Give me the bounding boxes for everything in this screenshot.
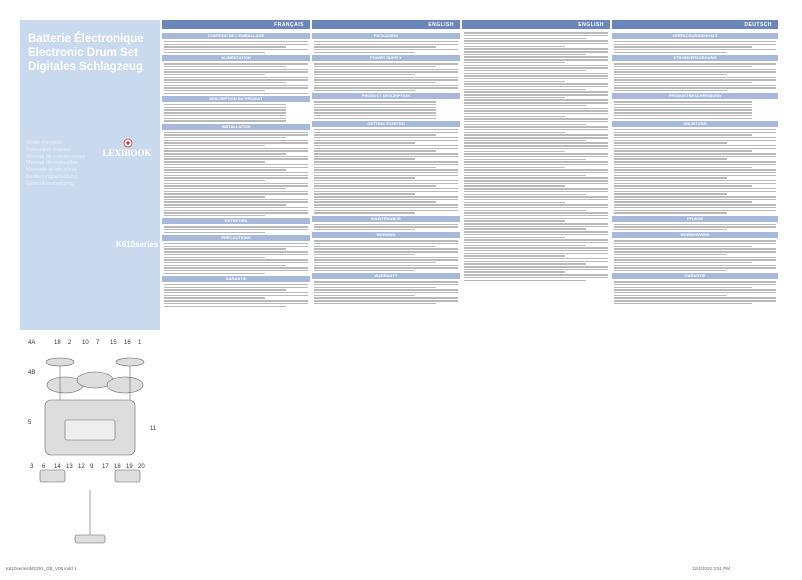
french-panel [162, 20, 310, 560]
diagram-label: 9 [90, 464, 94, 470]
section-heading: PACKAGING [312, 33, 460, 39]
control-panel [65, 420, 115, 440]
section-heading: WARNHINWEIS [612, 232, 778, 238]
section-heading: DESCRIPTION DU PRODUIT [162, 96, 310, 102]
diagram-label: 18 [54, 340, 61, 346]
language-pt: Manual de instruções [26, 160, 79, 167]
section-heading: ENTRETIEN [162, 218, 310, 224]
section-heading: ALIMENTATION [162, 55, 310, 61]
english-panel [312, 20, 460, 560]
diagram-label: 13 [66, 464, 73, 470]
diagram-label: 4A [28, 340, 36, 346]
section-heading: PRÉCAUTIONS [162, 235, 310, 241]
cover-title-fr: Batterie Électronique [28, 33, 144, 45]
diagram-label: 11 [150, 426, 157, 432]
french-banner [162, 20, 310, 29]
section-heading: ANLEITUNG [612, 121, 778, 127]
section-heading: PFLEGE [612, 216, 778, 222]
cymbal [46, 358, 74, 366]
language-en: Instruction manual [26, 146, 71, 153]
language-es: Manual de instrucciones [26, 153, 86, 160]
cover-title-de: Digitales Schlagzeug [28, 61, 144, 73]
section-heading: PRODUKTBESCHREIBUNG [612, 93, 778, 99]
section-heading: STROMVERSORGUNG [612, 55, 778, 61]
footer-left: K610seriesIM2291_GB_V06.indd 1 [6, 566, 77, 571]
diagram-label: 17 [102, 464, 109, 470]
cover-title-en: Electronic Drum Set [28, 47, 138, 59]
section-heading: INSTALLATION [162, 124, 310, 130]
diagram-label: 1 [138, 340, 142, 346]
cymbal [116, 358, 144, 366]
diagram-label: 3 [30, 464, 34, 470]
language-list [26, 140, 85, 188]
english-banner-label: ENGLISH [428, 21, 454, 28]
section-heading: GARANTIE [612, 273, 778, 279]
section-heading: GARANTIE [162, 276, 310, 282]
language-nl: Gebruiksaanwijzing [26, 180, 74, 187]
pedal [40, 470, 65, 482]
diagram-label: 7 [96, 340, 100, 346]
diagram-label: 2 [68, 340, 72, 346]
german-panel [612, 20, 778, 560]
section-heading: PRODUCT DESCRIPTION [312, 93, 460, 99]
french-content [162, 31, 310, 308]
english-panel-2 [462, 20, 610, 560]
diagram-label: 5 [28, 420, 32, 426]
diagram-label: 20 [138, 464, 145, 470]
stand-foot [75, 535, 105, 543]
section-heading: WARNING [312, 232, 460, 238]
section-heading: GETTING STARTED [312, 121, 460, 127]
diagram-label: 15 [110, 340, 117, 346]
diagram-label: 10 [82, 340, 89, 346]
diagram-label: 14 [54, 464, 61, 470]
english-banner-2 [462, 20, 610, 29]
german-banner [612, 20, 778, 29]
english-banner [312, 20, 460, 29]
section-heading: MAINTENANCE [312, 216, 460, 222]
diagram-label: 6 [42, 464, 46, 470]
product-diagram [20, 330, 160, 560]
diagram-label: 19 [126, 464, 133, 470]
pedal [115, 470, 140, 482]
logo-text: LEXIBOOK [102, 148, 152, 158]
drum-pad [107, 377, 143, 393]
section-heading: VERPACKUNGSINHALT [612, 33, 778, 39]
language-de: Bedienungsanleitung [26, 173, 78, 180]
diagram-label: 12 [78, 464, 85, 470]
french-banner-label: FRANÇAIS [274, 21, 304, 28]
section-heading: WARRANTY [312, 273, 460, 279]
section-heading: POWER SUPPLY [312, 55, 460, 61]
english-content [312, 31, 460, 306]
english-banner-label-2: ENGLISH [578, 21, 604, 28]
lexibook-logo [102, 138, 152, 160]
cover-title [28, 32, 144, 74]
german-banner-label: DEUTSCH [744, 21, 772, 28]
language-fr: Mode d'emploi [26, 140, 62, 146]
diagram-label: 18 [114, 464, 121, 470]
diagram-label: 4B [28, 370, 36, 376]
section-heading: CONTENU DE L'EMBALLAGE [162, 33, 310, 39]
footer-right: 12/4/2020 3:51 PM [692, 566, 731, 571]
english-content-2 [462, 31, 610, 282]
model-number: K610series [116, 240, 159, 249]
diagram-label: 16 [124, 340, 131, 346]
language-it: Manuale di istruzioni [26, 167, 77, 174]
german-content [612, 31, 778, 306]
